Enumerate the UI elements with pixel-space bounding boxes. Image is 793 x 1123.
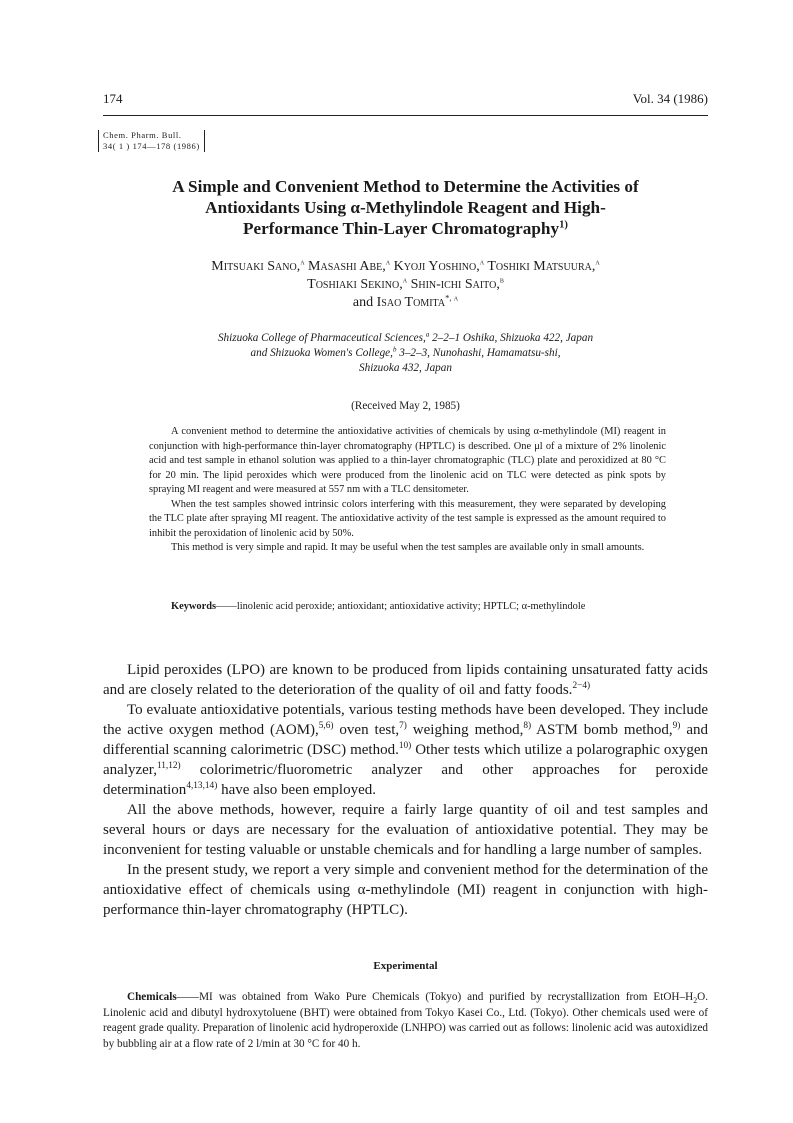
- affiliations: [103, 331, 708, 376]
- author-7: Isao Tomita: [376, 295, 446, 310]
- keywords-text: linolenic acid peroxide; antioxidant; antioxidative activity; HPTLC; α-methylindole: [236, 601, 586, 612]
- affiliation-1-address: 2–2–1 Oshika, Shizuoka 422, Japan: [429, 332, 594, 344]
- header-rule: [103, 115, 708, 116]
- chemicals-text-2: O. Linolenic acid and dibutyl hydroxytoluene (BHT) were obtained from Tokyo Kasei Co., Ltd. (Tokyo). Other chemicals used were of reagent grade quality. Preparation of linolenic acid hydroperoxide (LNHPO) was carried out as follows: linolenic acid was autoxidized by bubbling air at a flow rate of 2 l/min at 30 °C for 40 h.: [103, 991, 708, 1050]
- paper-title: [103, 176, 708, 239]
- author-2: Masashi Abe,: [308, 259, 386, 274]
- body-p2-text-f: Other tests which utilize a polarographic oxygen analyzer,: [103, 742, 708, 778]
- author-3-affil: a: [479, 256, 485, 267]
- introduction: [103, 660, 708, 920]
- body-paragraph-4: In the present study, we report a very simple and convenient method for the determination of the antioxidative effect of chemicals using α-methylindole (MI) reagent in conjunction with high-performance thin-layer chromatography (HPTLC).: [103, 862, 708, 918]
- title-line-3: [103, 218, 708, 239]
- keywords: [149, 600, 666, 615]
- body-p2-ref-3: 8): [523, 721, 532, 731]
- body-p2-ref-4: 9): [672, 721, 681, 731]
- body-p2-text-c: weighing method,: [406, 722, 524, 738]
- author-line-3: [103, 294, 708, 312]
- body-p2-text-h: have also been employed.: [217, 782, 377, 798]
- title-line-2: Antioxidants Using α-Methylindole Reagent and High-: [205, 198, 606, 217]
- keywords-label: Keywords: [171, 601, 217, 612]
- author-5-affil: a: [402, 274, 408, 285]
- author-line-2: [103, 276, 708, 294]
- chemicals-text-1: MI was obtained from Wako Pure Chemicals (Tokyo) and purified by recrystallization from EtOH–H: [199, 991, 694, 1003]
- affiliation-1-name: Shizuoka College of Pharmaceutical Sciences,: [217, 332, 426, 344]
- affiliation-2-mark: b: [392, 345, 397, 354]
- author-2-affil: a: [385, 256, 391, 267]
- affiliation-2-address: 3–2–3, Nunohashi, Hamamatsu-shi,: [396, 347, 561, 359]
- author-1-affil: a: [300, 256, 305, 267]
- abstract-paragraph-3: This method is very simple and rapid. It may be useful when the test samples are available only in small amounts.: [171, 542, 645, 553]
- section-heading-experimental: Experimental: [373, 960, 438, 972]
- chemicals-subscript: 2: [693, 996, 698, 1006]
- page-number: 174: [103, 91, 123, 106]
- body-p2-text-d: ASTM bomb method,: [531, 722, 673, 738]
- author-conjunction: and: [352, 295, 374, 310]
- abstract: [149, 425, 666, 556]
- author-6: Shin-ichi Saito,: [410, 277, 500, 292]
- journal-reference: [98, 130, 205, 152]
- body-p1-ref: 2−4): [572, 681, 591, 691]
- body-p2-text-b: oven test,: [333, 722, 400, 738]
- body-p2-ref-5: 10): [398, 741, 412, 751]
- author-5: Toshiaki Sekino,: [307, 277, 403, 292]
- abstract-paragraph-1: A convenient method to determine the antioxidative activities of chemicals by using α-methylindole (MI) reagent in conjunction with high-performance thin-layer chromatography (HPTLC) is described. One μl of a mixture of 2% linolenic acid and test sample in ethanol solution was applied to a thin-layer chromatographic (TLC) plate and peroxidized at 80 °C for 20 min. The lipid peroxides which were produced from the linolenic acid on TLC were detected as pink spots by spraying MI reagent and were measured at 557 nm with a TLC densitometer.: [149, 426, 666, 495]
- title-line-3-text: Performance Thin-Layer Chromatography: [243, 219, 560, 238]
- affiliation-line-1: [103, 331, 708, 346]
- author-line-1: [103, 258, 708, 276]
- author-list: [103, 258, 708, 312]
- author-1: Mitsuaki Sano,: [211, 259, 301, 274]
- chemicals-dash: ——: [176, 991, 200, 1003]
- title-line-1: A Simple and Convenient Method to Determine the Activities of: [172, 177, 639, 196]
- body-p2-text-g: colorimetric/fluorometric analyzer and other approaches for peroxide determination: [103, 762, 708, 798]
- affiliation-2-name: and Shizuoka Women's College,: [250, 347, 393, 359]
- body-p2-text-e: and differential scanning calorimetric (DSC) method.: [103, 722, 709, 758]
- body-p1-text: Lipid peroxides (LPO) are known to be produced from lipids containing unsaturated fatty acids and are closely related to the deterioration of the quality of oil and fatty foods.: [103, 662, 708, 698]
- title-footnote-ref: 1): [559, 219, 568, 231]
- affiliation-1-mark: a: [425, 330, 430, 339]
- journal-reference-line1: Chem. Pharm. Bull.: [103, 130, 182, 140]
- journal-reference-line2: 34( 1 ) 174—178 (1986): [103, 141, 200, 151]
- affiliation-line-2: [103, 346, 708, 361]
- body-paragraph-1: [103, 660, 708, 700]
- body-p2-ref-7: 4,13,14): [186, 781, 218, 791]
- chemicals-label: Chemicals: [127, 991, 177, 1003]
- volume-label: Vol. 34 (1986): [632, 91, 708, 106]
- abstract-paragraph-2: When the test samples showed intrinsic colors interfering with this measurement, they were separated by developing the TLC plate after spraying MI reagent. The antioxidative activity of the test sample is expressed as the amount required to inhibit the peroxidation of linolenic acid by 50%.: [149, 498, 666, 539]
- author-6-affil: b: [499, 274, 504, 285]
- body-paragraph-2: [103, 700, 708, 800]
- affiliation-line-3: Shizuoka 432, Japan: [359, 362, 452, 374]
- body-p2-ref-2: 7): [399, 721, 407, 731]
- author-7-affil: *, a: [445, 292, 459, 303]
- author-4: Toshiki Matsuura,: [487, 259, 596, 274]
- body-paragraph-3: All the above methods, however, require a fairly large quantity of oil and test samples and several hours or days are necessary for the evaluation of antioxidative potential. They may be inconvenient for testing valuable or unstable chemicals and for handling a large number of samples.: [103, 802, 708, 858]
- author-3: Kyoji Yoshino,: [393, 259, 480, 274]
- author-4-affil: a: [595, 256, 600, 267]
- keywords-dash: ——: [216, 601, 237, 612]
- body-p2-ref-1: 5,6): [318, 721, 334, 731]
- body-p2-text-a: To evaluate antioxidative potentials, various testing methods have been developed. They include the active oxygen method (AOM),: [103, 702, 708, 738]
- received-date: (Received May 2, 1985): [351, 400, 460, 412]
- body-p2-ref-6: 11,12): [156, 761, 181, 771]
- experimental-chemicals: [103, 990, 708, 1052]
